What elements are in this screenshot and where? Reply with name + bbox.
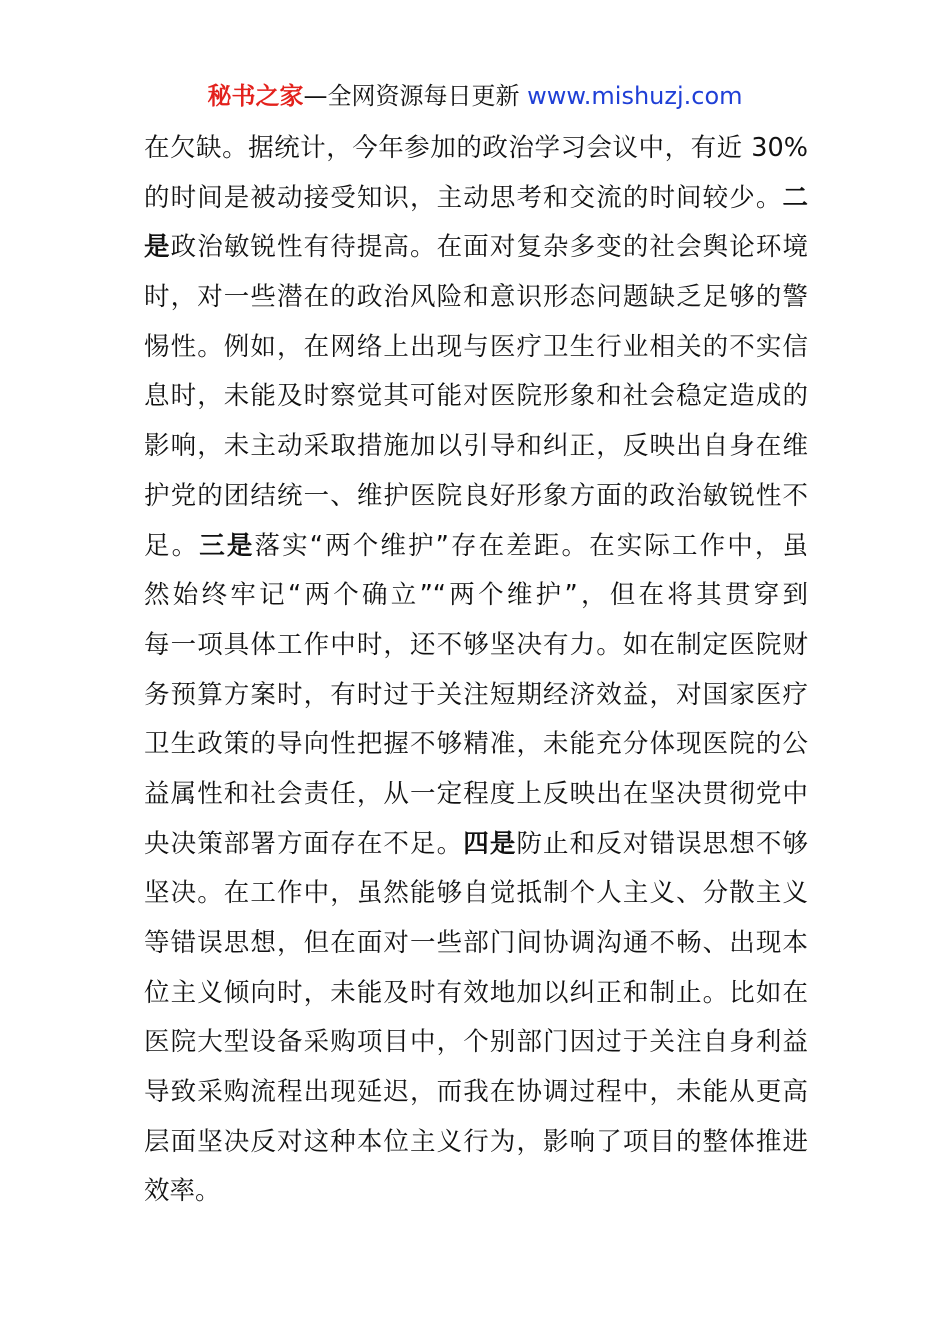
text-line <box>144 273 808 323</box>
header-brand: 秘书之家 <box>207 82 304 110</box>
text-line <box>144 770 808 820</box>
body-paragraph <box>144 124 808 1217</box>
text-segment: 落实“两个维护”存在差距。在实际工作中，虽 <box>254 530 808 561</box>
bold-text-segment: 二 <box>782 182 808 213</box>
text-segment: 惕性。例如，在网络上出现与医疗卫生行业相关的不实信 <box>144 331 808 362</box>
text-line <box>144 1167 808 1217</box>
text-line <box>144 522 808 572</box>
page-header <box>0 78 950 114</box>
text-line <box>144 969 808 1019</box>
text-segment: 等错误思想，但在面对一些部门间协调沟通不畅、出现本 <box>144 928 808 958</box>
text-segment: 每一项具体工作中时，还不够坚决有力。如在制定医院财 <box>144 629 808 660</box>
header-url-link[interactable]: www.mishuzj.com <box>527 82 743 110</box>
text-line <box>144 820 808 870</box>
text-line <box>144 919 808 969</box>
text-segment: 然始终牢记“两个确立”“两个维护”，但在将其贯穿到 <box>144 580 808 611</box>
text-line <box>144 124 808 174</box>
text-line <box>144 869 808 919</box>
text-segment: 务预算方案时，有时过于关注短期经济效益，对国家医疗 <box>144 679 808 710</box>
text-line <box>144 422 808 472</box>
bold-text-segment: 三是 <box>199 530 255 561</box>
text-line <box>144 1118 808 1168</box>
text-segment: 在欠缺。据统计，今年参加的政治学习会议中，有近 30% <box>144 133 808 163</box>
text-line <box>144 1018 808 1068</box>
text-segment: 政治敏锐性有待提高。在面对复杂多变的社会舆论环境 <box>170 232 808 263</box>
text-segment: 效率。 <box>144 1176 221 1207</box>
text-segment: 医院大型设备采购项目中，个别部门因过于关注自身利益 <box>144 1027 808 1058</box>
text-line <box>144 720 808 770</box>
bold-text-segment: 四是 <box>463 828 517 859</box>
text-segment: 央决策部署方面存在不足。 <box>144 828 464 859</box>
text-segment: 卫生政策的导向性把握不够精准，未能充分体现医院的公 <box>144 729 808 760</box>
text-segment: 影响，未主动采取措施加以引导和纠正，反映出自身在维 <box>144 431 808 462</box>
text-line <box>144 621 808 671</box>
text-segment: 位主义倾向时，未能及时有效地加以纠正和制止。比如在 <box>144 977 808 1008</box>
text-segment: 层面坚决反对这种本位主义行为，影响了项目的整体推进 <box>144 1126 808 1157</box>
text-segment: 的时间是被动接受知识，主动思考和交流的时间较少。 <box>144 182 783 213</box>
text-line <box>144 174 808 224</box>
text-segment: 时，对一些潜在的政治风险和意识形态问题缺乏足够的警 <box>144 282 808 313</box>
text-segment: 益属性和社会责任，从一定程度上反映出在坚决贯彻党中 <box>144 778 808 809</box>
bold-text-segment: 是 <box>144 232 171 263</box>
text-segment: 导致采购流程出现延迟，而我在协调过程中，未能从更高 <box>144 1077 808 1108</box>
text-line <box>144 372 808 422</box>
text-segment: 防止和反对错误思想不够 <box>516 828 808 859</box>
text-line <box>144 323 808 373</box>
text-line <box>144 671 808 721</box>
text-line <box>144 223 808 273</box>
text-segment: 护党的团结统一、维护医院良好形象方面的政治敏锐性不 <box>144 480 808 511</box>
text-line <box>144 472 808 522</box>
header-tagline: —全网资源每日更新 <box>303 82 528 110</box>
text-segment: 足。 <box>144 530 200 561</box>
text-line <box>144 1068 808 1118</box>
text-segment: 息时，未能及时察觉其可能对医院形象和社会稳定造成的 <box>144 381 808 412</box>
text-line <box>144 571 808 621</box>
text-segment: 坚决。在工作中，虽然能够自觉抵制个人主义、分散主义 <box>144 878 808 909</box>
